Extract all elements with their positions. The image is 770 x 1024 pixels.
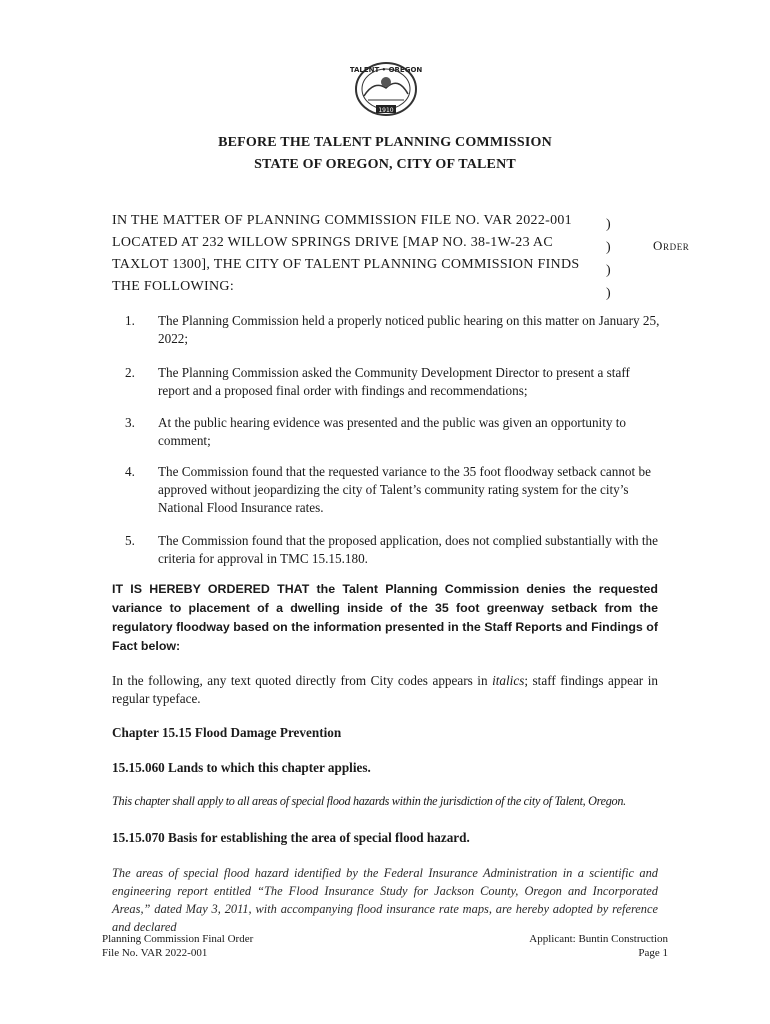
section-text-060: This chapter shall apply to all areas of special flood hazards within the jurisdiction of the city of Talent, Oregon. <box>112 794 626 808</box>
item-number: 4. <box>125 464 135 479</box>
footer-right <box>529 932 668 960</box>
svg-text:TALENT • OREGON: TALENT • OREGON <box>350 66 422 74</box>
item-number: 2. <box>125 365 135 380</box>
item-text: The Planning Commission asked the Community Development Director to present a staff report and a proposed final order with findings and recommendations; <box>158 365 630 398</box>
footer-applicant: Applicant: Buntin Construction <box>529 933 668 945</box>
note-italic-word: italics <box>492 673 525 688</box>
city-seal-logo <box>350 58 422 120</box>
list-item <box>112 532 662 568</box>
paren: ) <box>606 286 611 301</box>
svg-text:1910: 1910 <box>378 107 394 114</box>
paren: ) <box>606 240 611 255</box>
item-text: At the public hearing evidence was presented and the public was given an opportunity to comment; <box>158 415 627 448</box>
footer-doc-title: Planning Commission Final Order <box>102 933 254 945</box>
header-line-1: BEFORE THE TALENT PLANNING COMMISSION <box>218 135 552 150</box>
item-number: 3. <box>125 415 135 430</box>
note-text: In the following, any text quoted directly from City codes appears in <box>112 673 493 688</box>
list-item <box>112 463 662 517</box>
item-text: The Planning Commission held a properly noticed public hearing on this matter on January 25, 2022; <box>158 313 660 346</box>
item-number: 1. <box>125 313 135 328</box>
section-heading-060: 15.15.060 Lands to which this chapter applies. <box>112 760 371 775</box>
list-item <box>112 312 662 348</box>
section-heading-070: 15.15.070 Basis for establishing the area of special flood hazard. <box>112 830 470 845</box>
footer-file-no: File No. VAR 2022-001 <box>102 947 208 959</box>
paren: ) <box>606 217 611 232</box>
chapter-heading: Chapter 15.15 Flood Damage Prevention <box>112 725 342 740</box>
paren: ) <box>606 263 611 278</box>
caption-parens <box>606 213 611 305</box>
item-text: The Commission found that the requested variance to the 35 foot floodway setback cannot be approved without jeopardizing the city of Talent’s community rating system for the city’s National Flood Insurance rates. <box>158 464 651 515</box>
order-label: Order <box>653 238 690 253</box>
header-line-2: STATE OF OREGON, CITY OF TALENT <box>254 157 516 172</box>
order-statement: IT IS HEREBY ORDERED THAT the Talent Planning Commission denies the requested variance to placement of a dwelling inside of the 35 foot greenway setback from the regulatory floodway based on the information presented in the Staff Reports and Findings of Fact below: <box>112 582 658 653</box>
note-text-end: ; staff findings appear in regular typeface. <box>112 673 658 706</box>
footer-page-number: Page 1 <box>638 947 668 959</box>
item-text: The Commission found that the proposed application, does not complied substantially with the criteria for approval in TMC 15.15.180. <box>158 533 658 566</box>
footer-left <box>102 932 253 960</box>
section-text-070: The areas of special flood hazard identified by the Federal Insurance Administration in a scientific and engineering report entitled “The Flood Insurance Study for Jackson County, Oregon and Incorporated Areas,” dated May 3, 2011, with accompanying flood insurance rate maps, are hereby adopted by reference and declared <box>112 866 658 934</box>
item-number: 5. <box>125 533 135 548</box>
typeface-note <box>112 672 658 708</box>
list-item <box>112 414 662 450</box>
list-item <box>112 364 662 400</box>
case-caption: IN THE MATTER OF PLANNING COMMISSION FILE NO. VAR 2022-001 LOCATED AT 232 WILLOW SPRINGS DRIVE [MAP NO. 38-1W-23 AC TAXLOT 1300], THE CITY OF TALENT PLANNING COMMISSION FINDS THE FOLLOWING: <box>112 213 580 294</box>
